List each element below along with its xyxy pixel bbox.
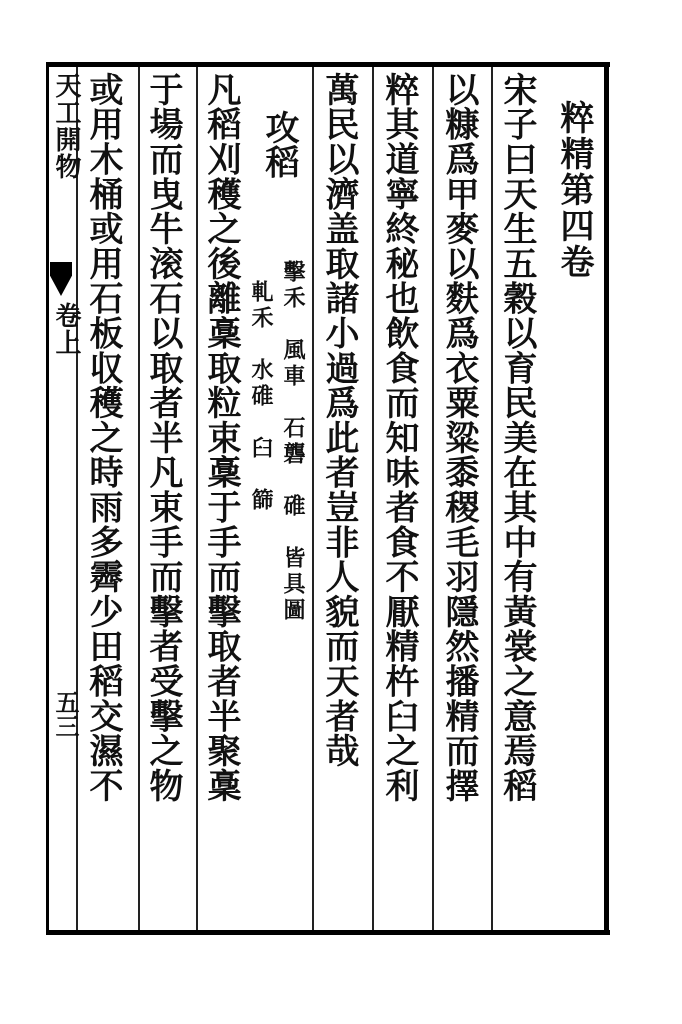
book-title: 天工開物 xyxy=(51,72,81,180)
section-heading: 攻稻 xyxy=(259,110,299,180)
column-divider xyxy=(491,67,493,930)
volume-label: 卷上 xyxy=(51,302,81,356)
text-column: 或用木桶或用石板収穫之時雨多霽少田稻交濕不 xyxy=(83,72,123,803)
column-divider xyxy=(432,67,434,930)
column-divider xyxy=(312,67,314,930)
chapter-title: 粹精第四卷 xyxy=(554,100,594,280)
left-frame-line xyxy=(46,62,49,935)
text-column: 萬民以濟盖取諸小過爲此者豈非人貌而天者哉 xyxy=(319,72,359,768)
bottom-frame-line xyxy=(46,930,610,935)
contents-list-row: 軋禾 水碓 臼 篩 xyxy=(248,280,274,514)
top-frame-line xyxy=(46,62,610,67)
text-column: 以糠爲甲麥以麩爲衣粟粱黍稷毛羽隱然播精而擇 xyxy=(439,72,479,803)
column-divider xyxy=(138,67,140,930)
page-number: 五三 xyxy=(51,690,80,738)
column-divider xyxy=(196,67,198,930)
text-column: 粹其道寧終秘也飲食而知味者食不厭精杵臼之利 xyxy=(379,72,419,803)
text-column: 于場而曳牛滚石以取者半凡束手而擊者受擊之物 xyxy=(143,72,183,803)
column-divider xyxy=(76,67,78,930)
right-frame-line xyxy=(604,62,609,935)
text-column: 宋子曰天生五穀以育民美在其中有黃裳之意焉稻 xyxy=(497,72,537,803)
text-column: 凡稻刈穫之後離稾取粒束稾于手而擊取者半聚稾 xyxy=(201,72,241,803)
contents-list-row: 擊禾 風車 石礱 碓 皆具圖 xyxy=(280,260,306,624)
fishtail-mark-icon xyxy=(50,262,72,296)
column-divider xyxy=(372,67,374,930)
